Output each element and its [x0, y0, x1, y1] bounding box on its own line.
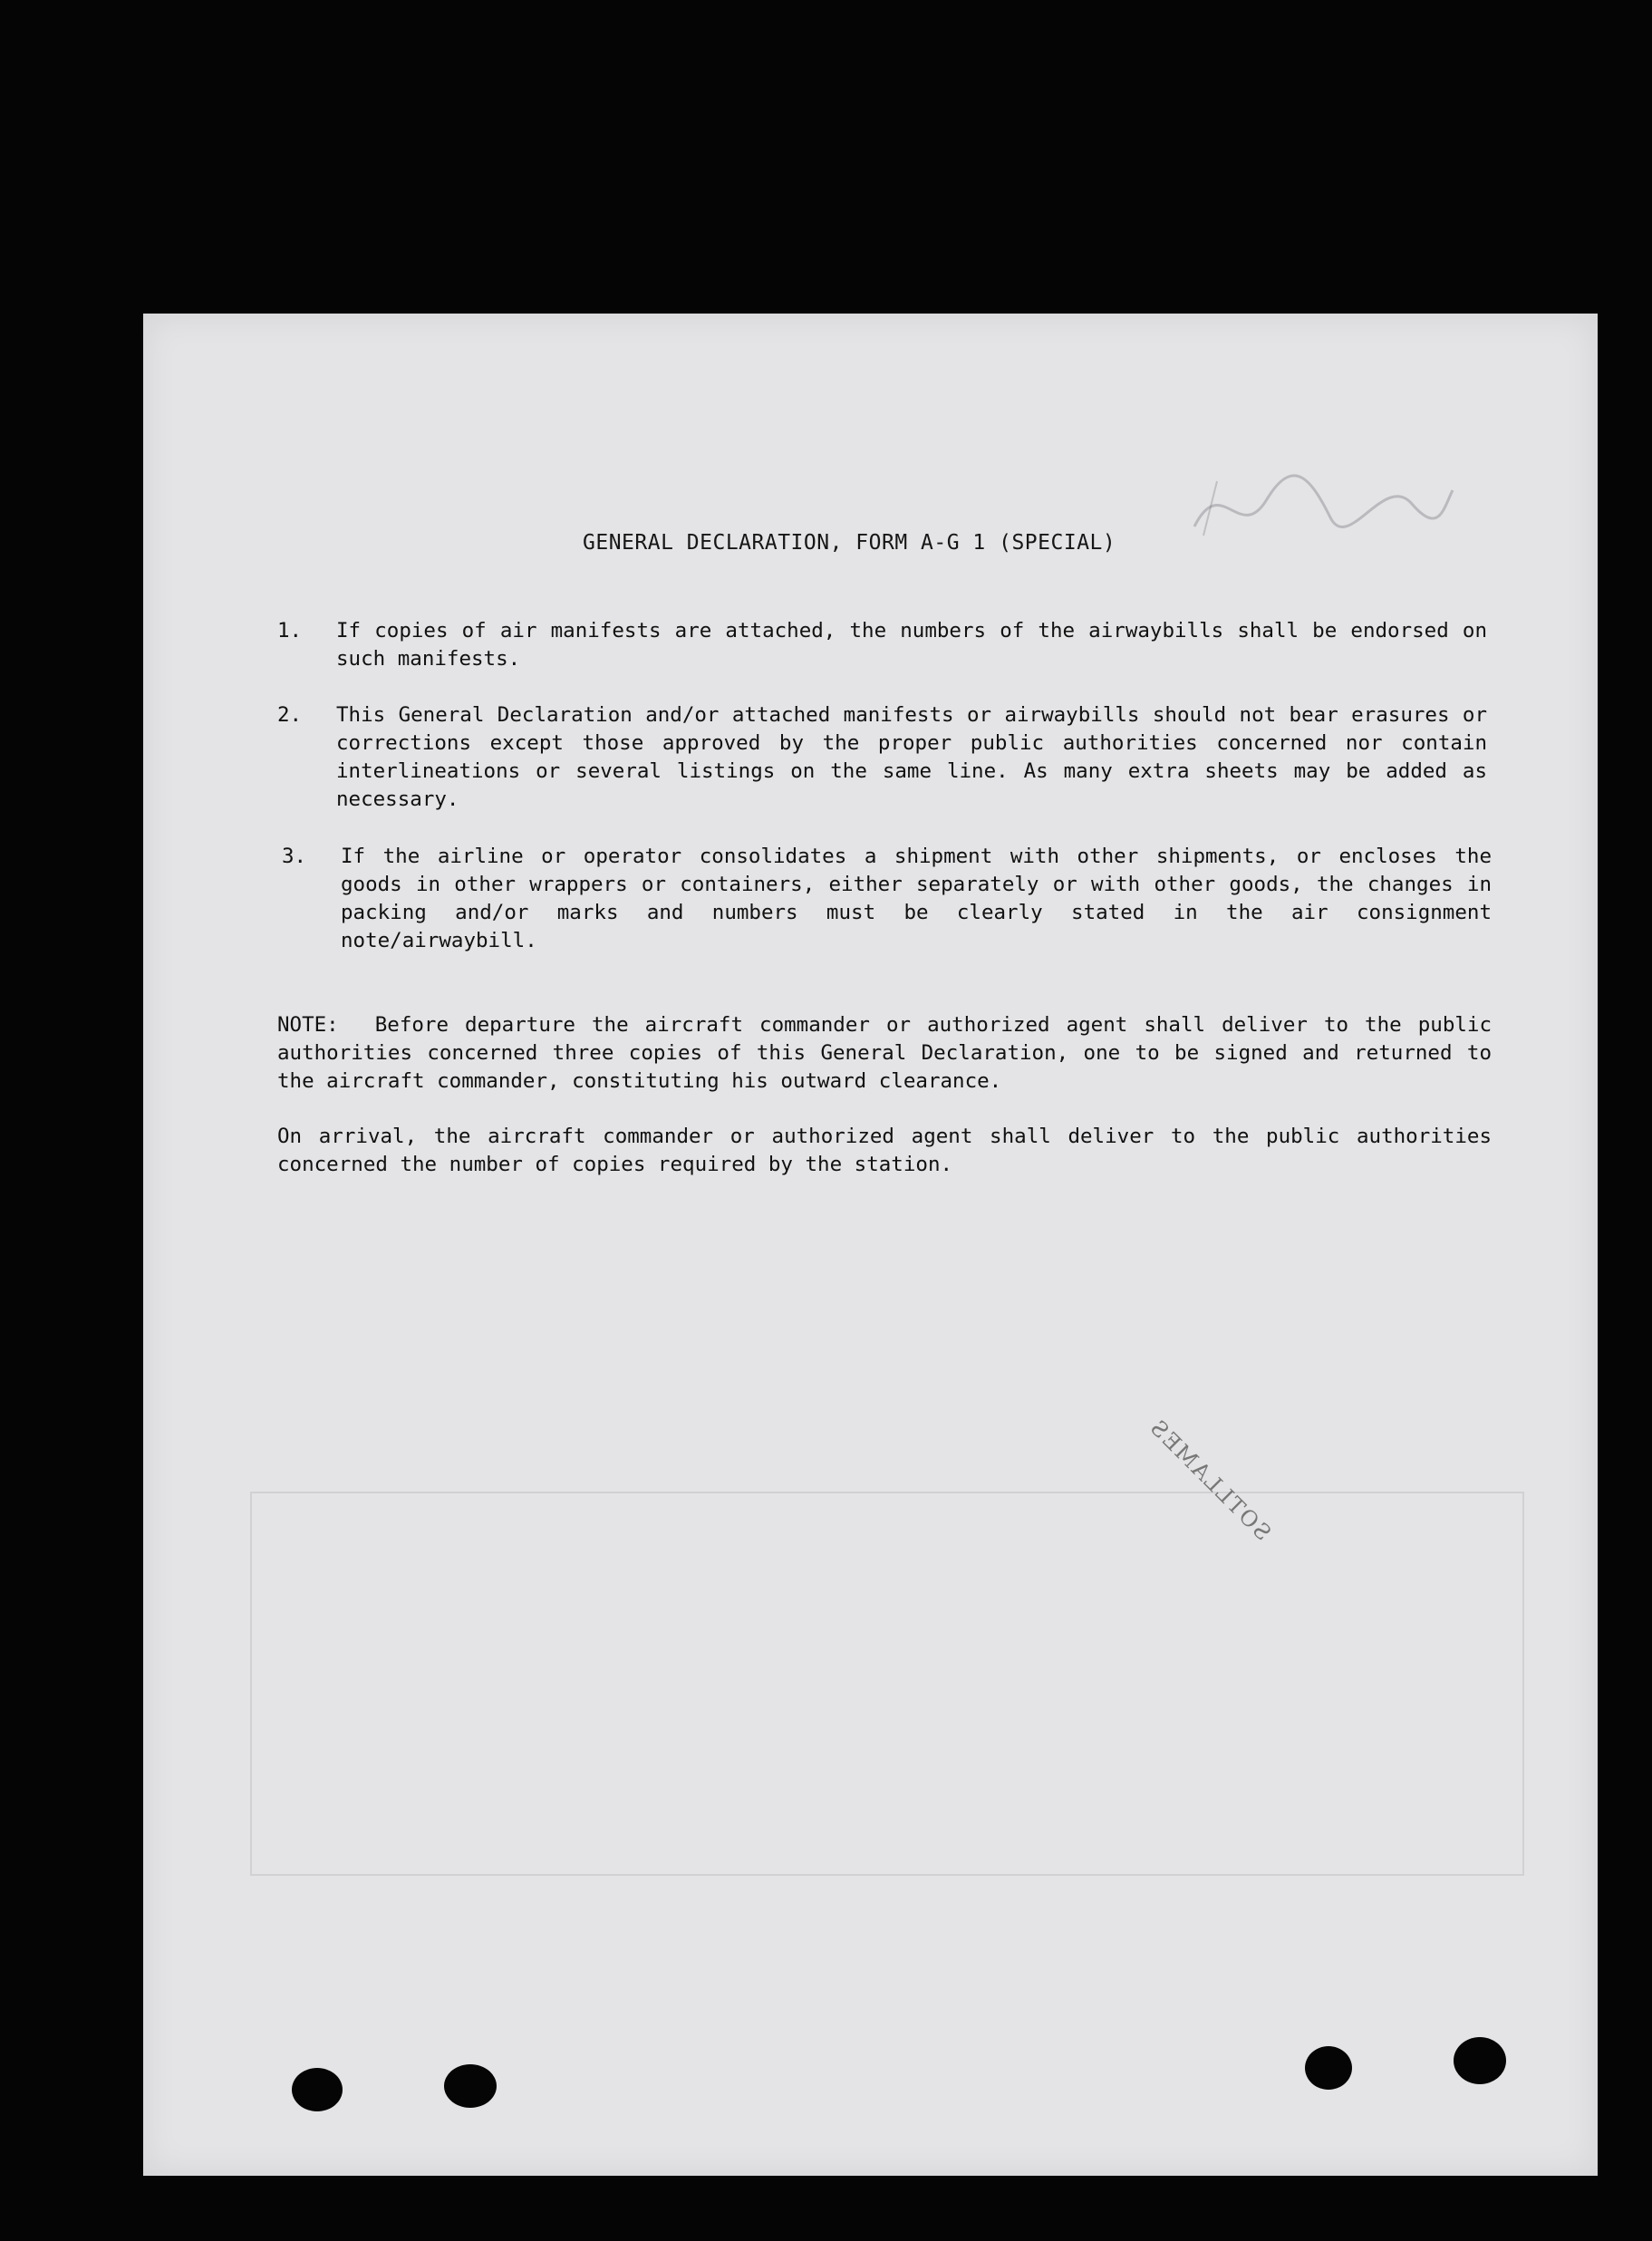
arrival-paragraph: On arrival, the aircraft commander or authorized agent shall deliver to the public authorities concerned the number of copies required by the station. [277, 1125, 1492, 1176]
bleed-through-box [250, 1492, 1524, 1876]
item-number: 3. [282, 845, 307, 868]
pen-scribble [1185, 463, 1457, 554]
item-text: If copies of air manifests are attached, the numbers of the airwaybills shall be endorsed on such manifests. [336, 619, 1487, 671]
note-label: NOTE: [277, 1013, 339, 1037]
document-page [143, 314, 1598, 2176]
note-text: Before departure the aircraft commander or authorized agent shall deliver to the public authorities concerned three copies of this General Declaration, one to be signed and returned to the aircraft commander, constituting his outward clearance. [277, 1013, 1492, 1093]
punch-hole [444, 2064, 497, 2108]
rubber-stamp: SOTLLAMES [1144, 1414, 1276, 1546]
punch-hole [292, 2068, 343, 2111]
note-section [277, 1011, 1492, 1179]
note-paragraph [277, 1011, 1492, 1096]
punch-hole [1305, 2046, 1352, 2090]
item-number: 2. [277, 703, 303, 727]
item-text: This General Declaration and/or attached manifests or airwaybills should not bear erasures or corrections except those approved by the proper public authorities concerned nor contain interlineations or several listings on the same line. As many extra sheets may be added as necessary. [336, 703, 1487, 811]
item-text: If the airline or operator consolidates a shipment with other shipments, or encloses the goods in other wrappers or containers, either separately or with other goods, the changes in packing and/or marks and numbers must be clearly stated in the air consignment note/airwaybill. [341, 845, 1492, 952]
document-title: GENERAL DECLARATION, FORM A-G 1 (SPECIAL) [583, 531, 1116, 555]
item-number: 1. [277, 619, 303, 642]
punch-hole [1454, 2037, 1506, 2084]
